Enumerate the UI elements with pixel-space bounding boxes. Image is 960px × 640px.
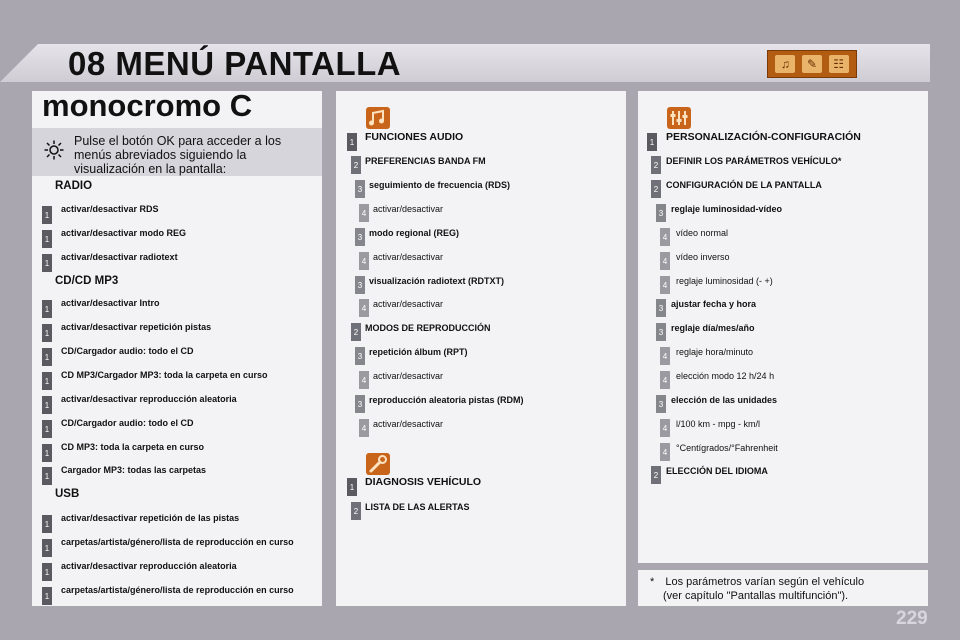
menu-item: activar/desactivar [373, 204, 444, 214]
level-badge: 1 [347, 478, 357, 496]
menu-item: activar/desactivar [373, 419, 444, 429]
menu-item: PREFERENCIAS BANDA FM [365, 156, 486, 166]
footnote [650, 575, 864, 603]
level-badge: 4 [660, 371, 670, 389]
footnote-star: * [650, 576, 655, 588]
level-badge: 4 [660, 443, 670, 461]
intro-text: Pulse el botón OK para acceder a los menús abreviados siguiendo la visualización en la pantalla: [74, 134, 282, 176]
menu-item: activar/desactivar [373, 371, 444, 381]
menu-item: ajustar fecha y hora [671, 299, 757, 309]
menu-item: FUNCIONES AUDIO [365, 131, 464, 143]
level-badge: 4 [660, 252, 670, 270]
menu-item: seguimiento de frecuencia (RDS) [369, 180, 511, 190]
level-badge: 2 [351, 156, 361, 174]
level-badge: 1 [42, 206, 52, 224]
menu-item: reglaje luminosidad (- +) [676, 276, 773, 286]
level-badge: 1 [42, 587, 52, 605]
level-badge: 4 [359, 299, 369, 317]
menu-item: CD MP3/Cargador MP3: toda la carpeta en curso [61, 370, 268, 380]
menu-item: CONFIGURACIÓN DE LA PANTALLA [666, 180, 822, 190]
level-badge: 1 [42, 444, 52, 462]
menu-item: reglaje hora/minuto [676, 347, 754, 357]
menu-item: carpetas/artista/género/lista de reproducción en curso [61, 585, 294, 595]
audio-icon [365, 106, 391, 130]
menu-item: Cargador MP3: todas las carpetas [61, 465, 207, 475]
settings-icon: ☷ [829, 55, 849, 73]
header-icons [767, 50, 857, 78]
level-badge: 2 [651, 180, 661, 198]
page-title: 08 MENÚ PANTALLA [68, 45, 402, 82]
level-badge: 1 [347, 133, 357, 151]
menu-item: DEFINIR LOS PARÁMETROS VEHÍCULO* [666, 156, 842, 166]
level-badge: 3 [355, 395, 365, 413]
diagnosis-icon [365, 452, 391, 476]
level-badge: 1 [647, 133, 657, 151]
level-badge: 1 [42, 563, 52, 581]
level-badge: 1 [42, 300, 52, 318]
menu-item: °Centígrados/°Fahrenheit [676, 443, 778, 453]
menu-item: CD/Cargador audio: todo el CD [61, 418, 194, 428]
level-badge: 4 [359, 252, 369, 270]
section-cd: CD/CD MP3 [55, 275, 119, 287]
menu-item: reglaje luminosidad-vídeo [671, 204, 783, 214]
menu-item: carpetas/artista/género/lista de reproducción en curso [61, 537, 294, 547]
page-number: 229 [896, 608, 928, 629]
level-badge: 4 [359, 204, 369, 222]
level-badge: 3 [355, 276, 365, 294]
level-badge: 3 [355, 347, 365, 365]
level-badge: 1 [42, 420, 52, 438]
wrench-icon: ✎ [802, 55, 822, 73]
menu-item: PERSONALIZACIÓN-CONFIGURACIÓN [666, 131, 861, 143]
level-badge: 4 [660, 347, 670, 365]
menu-item: activar/desactivar [373, 252, 444, 262]
level-badge: 1 [42, 254, 52, 272]
menu-item: CD MP3: toda la carpeta en curso [61, 442, 205, 452]
menu-item: reglaje día/mes/año [671, 323, 755, 333]
level-badge: 4 [660, 419, 670, 437]
level-badge: 1 [42, 230, 52, 248]
level-badge: 2 [651, 156, 661, 174]
menu-item: DIAGNOSIS VEHÍCULO [365, 476, 482, 488]
menu-item: activar/desactivar modo REG [61, 228, 187, 238]
footnote-line1: Los parámetros varían según el vehículo [665, 576, 865, 588]
footnote-line2: (ver capítulo "Pantallas multifunción"). [663, 590, 849, 602]
menu-item: elección de las unidades [671, 395, 778, 405]
header-notch [0, 44, 38, 82]
menu-item: reproducción aleatoria pistas (RDM) [369, 395, 524, 405]
level-badge: 2 [351, 502, 361, 520]
personalization-icon [666, 106, 692, 130]
level-badge: 3 [656, 323, 666, 341]
menu-item: activar/desactivar repetición pistas [61, 322, 212, 332]
radio-icon: ♫ [775, 55, 795, 73]
menu-item: MODOS DE REPRODUCCIÓN [365, 323, 491, 333]
level-badge: 3 [656, 204, 666, 222]
level-badge: 1 [42, 372, 52, 390]
level-badge: 3 [355, 180, 365, 198]
menu-item: activar/desactivar RDS [61, 204, 159, 214]
menu-item: modo regional (REG) [369, 228, 459, 238]
level-badge: 1 [42, 348, 52, 366]
level-badge: 1 [42, 515, 52, 533]
level-badge: 1 [42, 396, 52, 414]
menu-item: activar/desactivar Intro [61, 298, 160, 308]
level-badge: 1 [42, 324, 52, 342]
level-badge: 3 [656, 299, 666, 317]
level-badge: 3 [355, 228, 365, 246]
level-badge: 2 [651, 466, 661, 484]
menu-item: l/100 km - mpg - km/l [676, 419, 761, 429]
menu-item: ELECCIÓN DEL IDIOMA [666, 466, 768, 476]
level-badge: 3 [656, 395, 666, 413]
level-badge: 4 [660, 276, 670, 294]
level-badge: 4 [359, 419, 369, 437]
menu-item: LISTA DE LAS ALERTAS [365, 502, 470, 512]
menu-item: CD/Cargador audio: todo el CD [61, 346, 194, 356]
level-badge: 4 [660, 228, 670, 246]
menu-item: activar/desactivar radiotext [61, 252, 178, 262]
section-title: monocromo C [42, 88, 253, 123]
menu-item: activar/desactivar repetición de las pistas [61, 513, 240, 523]
level-badge: 2 [351, 323, 361, 341]
menu-item: vídeo normal [676, 228, 729, 238]
sun-icon [44, 140, 64, 160]
level-badge: 1 [42, 539, 52, 557]
menu-item: repetición álbum (RPT) [369, 347, 468, 357]
level-badge: 1 [42, 467, 52, 485]
section-usb: USB [55, 488, 80, 500]
menu-item: elección modo 12 h/24 h [676, 371, 775, 381]
menu-item: visualización radiotext (RDTXT) [369, 276, 505, 286]
level-badge: 4 [359, 371, 369, 389]
menu-item: activar/desactivar reproducción aleatoria [61, 561, 237, 571]
menu-item: activar/desactivar [373, 299, 444, 309]
section-radio: RADIO [55, 180, 93, 192]
menu-item: activar/desactivar reproducción aleatoria [61, 394, 237, 404]
menu-item: vídeo inverso [676, 252, 730, 262]
